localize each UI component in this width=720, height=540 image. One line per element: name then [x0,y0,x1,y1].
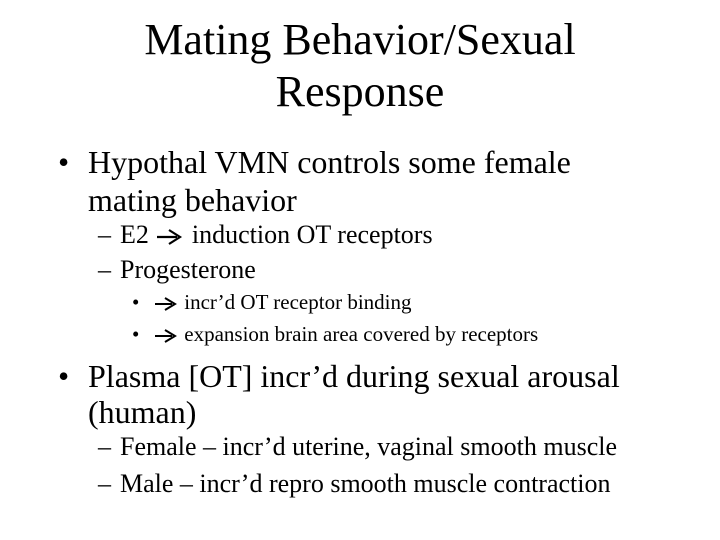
slide-title-line-2: Response [275,67,445,116]
bullet-1-sub-2-item-1-after: incr’d OT receptor binding [184,290,412,314]
right-arrow-icon [155,229,185,245]
bullet-2-marker: • [58,358,70,394]
bullet-2-sub-1-marker: – [98,432,111,461]
slide-title [0,14,720,118]
bullet-2-line-1: Plasma [OT] incr’d during sexual arousal [88,358,620,394]
bullet-1-sub-2-text: Progesterone [120,255,256,284]
bullet-1-sub-2-item-2-marker: • [132,322,140,346]
bullet-1-sub-1-after: induction OT receptors [191,220,433,249]
right-arrow-icon [153,297,179,311]
bullet-2-sub-2-text: Male – incr’d repro smooth muscle contraction [120,469,611,498]
bullet-1-sub-2-item-2-text [153,318,538,350]
bullet-1-sub-2-item-2-after: expansion brain area covered by receptors [184,322,539,346]
bullet-1-line-2: mating behavior [88,182,297,218]
bullet-1-sub-2-marker: – [98,255,111,284]
bullet-2-line-2: (human) [88,394,197,430]
bullet-1-sub-2-item-1-marker: • [132,290,140,314]
right-arrow-icon [153,329,179,343]
bullet-1-sub-1-text [120,217,433,253]
slide-title-line-1: Mating Behavior/Sexual [144,15,576,64]
bullet-1-sub-1-before: E2 [120,220,149,249]
bullet-1-sub-2-item-1-text [153,286,412,318]
bullet-1-sub-1-marker: – [98,220,111,249]
bullet-1-marker: • [58,144,70,180]
bullet-1-line-1: Hypothal VMN controls some female [88,144,571,180]
bullet-2-sub-1-text: Female – incr’d uterine, vaginal smooth muscle [120,432,617,461]
bullet-2-sub-2-marker: – [98,469,111,498]
